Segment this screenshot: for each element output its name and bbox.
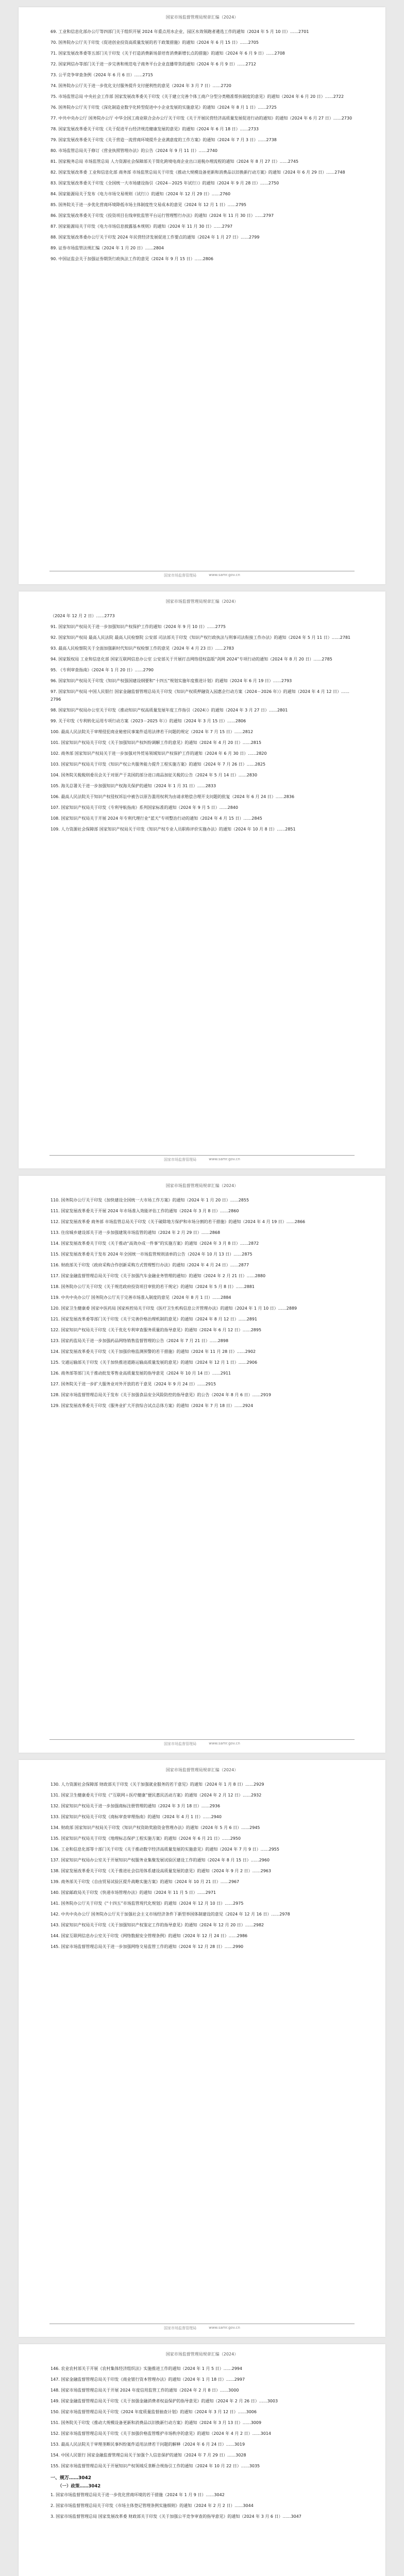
toc-entry[interactable]: 106. 最高人民法院关于知识产权侵权诉讼中被告以原告滥用权利为由请求赔偿合理开支问题的批复（2024 年 6 月 24 日）……2836 <box>50 794 295 799</box>
toc-entry[interactable]: 100. 最高人民法院关于审理侵犯商业秘密民事案件适用法律若干问题的规定（2024 年 7 月 15 日）……2812 <box>50 730 254 734</box>
toc-entry[interactable]: 73. 公平竞争审查条例（2024 年 6 月 6 日）……2715 <box>50 73 153 77</box>
page-footer <box>49 1155 355 1162</box>
toc-entry[interactable]: 144. 国家互联网信息办公室关于印发《网络数据安全管理条例》的通知（2024 年 12 月 24 日）……2986 <box>50 1934 248 1938</box>
toc-entry[interactable]: 149. 国家金融监督管理总局关于印发《关于加强金融消费者权益保护的指导意见》的通知（2024 年 2 月 26 日）……3003 <box>50 2399 278 2403</box>
toc-entry[interactable]: 89. 证券市场监管法规汇编（2024 年 1 月 20 日）……2804 <box>50 246 164 250</box>
footer-link[interactable]: www.samr.gov.cn <box>209 2326 240 2330</box>
toc-entry[interactable]: 107. 国家知识产权局关于印发《专利导航指南》系列国家标准的通知（2024 年 9 月 5 日）……2840 <box>50 805 238 810</box>
toc-entry[interactable]: 124. 国家发展改革委关于印发《关于加强价格监测预警的若干措施》的通知（2024 年 11 月 28 日）……2902 <box>50 1349 256 1354</box>
toc-entry[interactable]: 154. 中国人民银行 国家金融监督管理总局关于加强个人信息保护的通知（2024 年 7 月 29 日）……3028 <box>50 2453 246 2458</box>
toc-entry[interactable]: 131. 国家卫生健康委关于印发《“互联网＋医疗健康”便民惠民活动方案》的通知（2024 年 2 月 12 日）……2932 <box>50 1793 262 1798</box>
toc-entry[interactable]: 113. 住房城乡建设部关于进一步加强建筑市场监管的通知（2024 年 2 月 29 日）……2868 <box>50 1230 221 1235</box>
toc-entry[interactable]: 74. 国务院办公厅关于进一步优化支付服务提升支付便利性的意见（2024 年 3 月 7 日）……2720 <box>50 83 231 88</box>
toc-entry[interactable]: 98. 国家知识产权局办公室关于印发《推动知识产权高质量发展年度工作指引（2024）》的通知（2024 年 3 月 27 日）……2801 <box>50 708 288 713</box>
toc-entry[interactable]: 126. 商务部等部门关于推动批发零售业高质量发展的指导意见（2024 年 10 月 14 日）……2911 <box>50 1371 231 1376</box>
footer-link[interactable]: www.samr.gov.cn <box>209 1157 240 1161</box>
toc-entry[interactable]: 99. 关于印发《专利转化运用专项行动方案（2023－2025 年）》的通知（2024 年 3 月 15 日）……2806 <box>50 719 246 723</box>
toc-entry[interactable]: 147. 国家金融监督管理总局关于印发《商业银行资本管理办法》的通知（2024 年 1 月 18 日）……2997 <box>50 2377 245 2382</box>
toc-entry[interactable]: 95. 《专利审查指南》（2024 年 1 月 20 日）……2790 <box>50 668 154 672</box>
toc-entry[interactable]: 91. 国家知识产权局关于进一步加强知识产权保护工作的通知（2024 年 9 月 10 日）……2775 <box>50 624 226 629</box>
toc-entry[interactable]: 152. 国家市场监督管理总局关于印发《关于加强价格监管维护市场秩序的意见》的通知（2024 年 4 月 2 日）……3014 <box>50 2431 271 2436</box>
toc-entry[interactable]: 2. 国家市场监督管理总局关于印发《市场主体登记管理条例实施细则》的通知（2024 年 2 月 2 日）……3044 <box>50 2503 254 2508</box>
toc-entry[interactable]: 137. 国家知识产权局办公室关于开展知识产权服务业集聚发展试验区建设工作的通知（2024 年 8 月 15 日）……2960 <box>50 1858 270 1862</box>
toc-entry[interactable]: 77. 中共中央办公厅 国务院办公厅 中华全国工商业联合会办公厅关于印发《关于开展民营经济高质量发展促进行动的通知》的通知（2024 年 6 月 27 日）……2730 <box>50 116 352 121</box>
toc-entry[interactable]: 119. 中共中央办公厅 国务院办公厅关于完善市场准入制度的意见（2024 年 8 月 1 日）……2884 <box>50 1295 231 1300</box>
footer-site: 国家市场监督管理局 <box>164 1742 197 1746</box>
toc-entry[interactable]: 130. 人力资源社会保障部 财政部关于印发《关于加强就业服务的若干意见》的通知（2024 年 1 月 8 日）……2929 <box>50 1782 264 1787</box>
toc-entry[interactable]: 88. 国家发展改革委办公厅关于印发 2024 年民营经济发展促进工作要点的通知（2024 年 1 月 27 日）……2799 <box>50 235 260 240</box>
footer-link[interactable]: www.samr.gov.cn <box>209 1741 240 1745</box>
document-page-4 <box>19 1760 385 2337</box>
toc-entry[interactable]: 153. 最高人民法院关于审理垄断民事纠纷案件适用法律若干问题的解释（2024 年 6 月 24 日）……3019 <box>50 2442 245 2447</box>
document-page-1 <box>19 7 385 584</box>
toc-entry[interactable]: 78. 国家发展改革委关于印发《关于促进平台经济规范健康发展的意见》的通知（2024 年 6 月 18 日）……2733 <box>50 127 259 131</box>
toc-entry[interactable]: 101. 国家知识产权局关于印发《关于加强知识产权纠纷调解工作的意见》的通知（2024 年 4 月 20 日）……2815 <box>50 740 262 745</box>
toc-entry[interactable]: 79. 国家发展改革委关于印发《关于营造一流营商环境提升企业满意度的工作方案》的通知（2024 年 7 月 3 日）……2738 <box>50 138 277 142</box>
toc-entry[interactable]: 96. 国家知识产权局关于印发《知识产权强国建设纲要和“十四五”规划实施年度推进计划》的通知（2024 年 6 月 19 日）……2793 <box>50 679 292 683</box>
toc-entry[interactable]: 133. 国家知识产权局关于印发《商标审查审理指南》的通知（2024 年 4 月 1 日）……2940 <box>50 1815 222 1819</box>
toc-entry[interactable]: 128. 国家市场监督管理总局关于发布《关于加强食品安全风险防控的指导意见》的公告（2024 年 8 月 6 日）……2919 <box>50 1393 271 1397</box>
document-page-2 <box>19 591 385 1168</box>
toc-entry[interactable]: 90. 中国证监会关于加强证券期货行政执法工作的意见（2024 年 9 月 15 日）……2806 <box>50 257 213 261</box>
toc-entry[interactable]: 83. 国家发展改革委关于印发《全国统一大市场建设指引（2024－2025 年试行）》的通知（2024 年 9 月 28 日）……2750 <box>50 181 279 185</box>
toc-entry[interactable]: 103. 国家知识产权局关于印发《知识产权公共服务能力提升工程实施方案》的通知（2024 年 7 月 26 日）……2825 <box>50 762 266 767</box>
toc-entry[interactable]: 108. 国家知识产权局关于开展 2024 年专利代理行业“蓝天”专项整治行动的通知（2024 年 4 月 15 日）……2845 <box>50 816 262 821</box>
page-header: 国家市场监督管理局规章汇编（2024） <box>165 599 239 604</box>
toc-entry[interactable]: 117. 国家金融监督管理总局关于印发《关于加强汽车金融业务管理的通知》的通知（2024 年 2 月 21 日）……2880 <box>50 1274 266 1278</box>
toc-entry[interactable]: 151. 国务院关于印发《推动大规模设备更新和消费品以旧换新行动方案》的通知（2024 年 3 月 13 日）……3009 <box>50 2420 262 2425</box>
toc-entry[interactable]: 112. 国家发展改革委 商务部 市场监管总局关于印发《关于破除地方保护和市场分割的若干措施》的通知（2024 年 4 月 19 日）……2866 <box>50 1219 306 1224</box>
page-footer <box>49 571 355 578</box>
toc-entry[interactable]: 122. 国家知识产权局关于印发《关于优化专利审查服务质量的指导意见》的通知（2024 年 6 月 12 日）……2895 <box>50 1328 262 1332</box>
toc-entry[interactable]: 93. 最高人民检察院关于全面加强新时代知识产权检察工作的意见（2024 年 4 月 23 日）……2783 <box>50 646 234 651</box>
toc-entry[interactable]: 70. 国务院办公厅关于印发《促进创业投资高质量发展的若干政策措施》的通知（2024 年 6 月 15 日）……2705 <box>50 40 259 45</box>
toc-entry[interactable]: 141. 国务院办公厅关于印发《“十四五”市场监管现代化规划》的通知（2024 年 12 月 10 日）……2975 <box>50 1901 244 1906</box>
toc-section-heading[interactable]: 一、规万……3042 <box>50 2476 92 2481</box>
toc-entry[interactable]: （2024 年 12 月 2 日）……2773 <box>50 614 115 618</box>
toc-entry[interactable]: 86. 国家发展改革委关于印发《投资项目在线审批监管平台运行管理暂行办法》的通知（2024 年 11 月 30 日）……2797 <box>50 213 274 218</box>
toc-list <box>50 28 354 564</box>
toc-entry[interactable]: 84. 国家能源局关于发布《电力市场交易规则（试行）》的通知（2024 年 12 月 29 日）……2760 <box>50 192 231 196</box>
page-header: 国家市场监督管理局规章汇编（2024） <box>165 1768 239 1772</box>
toc-entry[interactable]: 115. 国家发展改革委关于发布 2024 年全国统一市场监管规则清单的公告（2024 年 10 月 13 日）……2875 <box>50 1252 252 1257</box>
toc-entry[interactable]: 143. 国家知识产权局关于印发《关于加强知识产权鉴定工作的指导意见》的通知（2024 年 12 月 20 日）……2982 <box>50 1923 264 1927</box>
footer-link[interactable]: www.samr.gov.cn <box>209 573 240 577</box>
toc-entry[interactable]: 85. 国务院关于进一步优化营商环境降低市场主体制度性交易成本的意见（2024 年 12 月 1 日）……2795 <box>50 202 246 207</box>
page-footer <box>49 2324 355 2331</box>
page-footer <box>49 1739 355 1747</box>
toc-entry[interactable]: 138. 国家发展改革委关于印发《关于推进社会信用体系建设高质量发展的意见》的通知（2024 年 9 月 2 日）……2963 <box>50 1869 271 1873</box>
toc-entry[interactable]: 132. 国家知识产权局关于进一步加强商标注册管理的通知（2024 年 3 月 18 日）……2936 <box>50 1804 221 1808</box>
toc-entry[interactable]: 150. 国家市场监督管理总局关于印发《2024 年度质量监督抽查计划》的通知（2024 年 3 月 12 日）……3006 <box>50 2410 257 2414</box>
toc-entry[interactable]: 135. 国家知识产权局关于印发《地理标志保护工程实施方案》的通知（2024 年 6 月 21 日）……2950 <box>50 1836 241 1841</box>
toc-entry[interactable]: 81. 国家税务总局 市场监管总局 人力资源社会保障部关于简化跨境电商企业出口退税办理流程的通知（2024 年 8 月 27 日）……2745 <box>50 159 299 164</box>
toc-entry[interactable]: 87. 国家能源局关于印发《电力市场信息披露基本规则》的通知（2024 年 11 月 30 日）……2797 <box>50 224 233 229</box>
toc-entry[interactable]: 109. 人力资源社会保障部 国家知识产权局关于印发《知识产权专业人员职称评价实施办法》的通知（2024 年 10 月 8 日）……2851 <box>50 827 296 832</box>
document-page-3 <box>19 1176 385 1753</box>
toc-subsection-heading[interactable]: （一）政策……3042 <box>58 2484 101 2489</box>
toc-entry[interactable]: 1. 国家市场监督管理总局关于进一步优化营商环境的若干措施（2024 年 1 月 9 日）……3042 <box>50 2493 225 2497</box>
toc-entry[interactable]: 140. 国家邮政局关于印发《快递市场管理办法》的通知（2024 年 11 月 5 日）……2971 <box>50 1890 216 1895</box>
toc-entry[interactable]: 155. 国家市场监督管理总局关于开展知识产权领域反垄断合规指引工作的通知（2024 年 10 月 22 日）……3035 <box>50 2464 260 2468</box>
toc-entry[interactable]: 134. 财政部 国家知识产权局关于印发《知识产权资助奖励资金管理办法》的通知（2024 年 5 月 6 日）……2945 <box>50 1825 260 1830</box>
toc-entry[interactable]: 82. 国家发展改革委 工业和信息化部 商务部 市场监管总局关于印发《推动大规模设备更新和消费品以旧换新行动方案》的通知（2024 年 6 月 29 日）……2748 <box>50 170 345 175</box>
toc-entry[interactable]: 97. 国家知识产权局 中国人民银行 国家金融监督管理总局关于印发《知识产权质押融资入园惠企行动方案（2024－2026 年）》的通知（2024 年 4 月 12 日）……2796 <box>50 689 349 702</box>
footer-site: 国家市场监督管理局 <box>164 1158 197 1162</box>
toc-entry[interactable]: 102. 商务部 国家知识产权局关于进一步加强对外贸易领域知识产权保护工作的通知（2024 年 6 月 30 日）……2820 <box>50 751 267 756</box>
toc-entry[interactable]: 125. 交通运输部关于印发《关于加快推进道路运输高质量发展的意见》的通知（2024 年 12 月 1 日）……2906 <box>50 1360 258 1365</box>
toc-entry[interactable]: 145. 国家市场监督管理总局关于进一步加强网络交易监管工作的通知（2024 年 12 月 28 日）……2990 <box>50 1944 244 1949</box>
page-header: 国家市场监督管理局规章汇编（2024） <box>165 15 239 20</box>
toc-entry[interactable]: 111. 国家发展改革委关于开展 2024 年市场准入效能评估工作的通知（2024 年 3 月 8 日）……2860 <box>50 1209 239 1213</box>
toc-entry[interactable]: 76. 国务院办公厅关于印发《深化制造业数字化转型促进中小企业发展的实施意见》的通知（2024 年 8 月 1 日）……2725 <box>50 105 277 110</box>
toc-entry[interactable]: 127. 国务院关于进一步扩大服务业对外开放的若干意见（2024 年 9 月 24 日）……2915 <box>50 1382 216 1386</box>
toc-entry[interactable]: 75. 市场监管总局 中央社会工作部 国家发展改革委关于印发《关于建立完善个体工商户分型分类精准帮扶制度的意见》的通知（2024 年 6 月 20 日）……2722 <box>50 94 344 99</box>
toc-entry[interactable]: 139. 商务部关于印发《自由贸易试验区提升战略实施方案》的通知（2024 年 10 月 21 日）……2967 <box>50 1879 240 1884</box>
page-header: 国家市场监督管理局规章汇编（2024） <box>165 1183 239 1188</box>
toc-entry[interactable]: 3. 国家市场监督管理总局 国家发展改革委 财政部关于印发《关于加强公平竞争审查的指导意见》的通知（2024 年 3 月 6 日）……3047 <box>50 2514 301 2519</box>
toc-entry[interactable]: 114. 国家发展改革委关于印发《关于推动“高效办成一件事”的实施方案》的通知（2024 年 3 月 8 日）……2872 <box>50 1241 259 1246</box>
toc-entry[interactable]: 80. 市场监管总局关于修订《营业执照管理办法》的公告（2024 年 9 月 11 日）……2740 <box>50 148 217 153</box>
toc-entry[interactable]: 121. 国家发展改革委等部门关于印发《关于完善价格治理机制的意见》的通知（2024 年 8 月 12 日）……2891 <box>50 1317 258 1321</box>
document-page-5 <box>19 2344 385 2576</box>
toc-entry[interactable]: 116. 财政部关于印发《政府采购合作创新采购方式管理暂行办法》的通知（2024 年 4 月 24 日）……2877 <box>50 1263 249 1267</box>
toc-list <box>50 1781 354 2316</box>
footer-site: 国家市场监督管理局 <box>164 573 197 578</box>
footer-site: 国家市场监督管理局 <box>164 2326 197 2330</box>
toc-entry[interactable]: 129. 国家发展改革委关于印发《服务业扩大开放综合试点总体方案》的通知（2024 年 7 月 18 日）……2924 <box>50 1403 254 1408</box>
toc-list <box>50 2365 354 2576</box>
toc-entry[interactable]: 148. 国家市场监督管理总局关于开展 2024 年度信用监管工作的通知（2024 年 2 月 8 日）……3000 <box>50 2388 239 2393</box>
toc-list <box>50 1196 354 1732</box>
toc-entry[interactable]: 120. 国家卫生健康委 国家中医药局 国家疾控局关于印发《医疗卫生机构信息公开管理办法》的通知（2024 年 1 月 10 日）……2889 <box>50 1306 297 1311</box>
toc-entry[interactable]: 94. 国家版权局 工业和信息化部 国家互联网信息办公室 公安部关于开展打击网络侵权盗版“剑网 2024”专项行动的通知（2024 年 8 月 20 日）……2785 <box>50 657 332 662</box>
toc-entry[interactable]: 146. 农业农村部关于开展《农村集体经济组织法》实施推进工作的通知（2024 年 1 月 5 日）……2994 <box>50 2366 242 2371</box>
toc-entry[interactable]: 92. 国家知识产权局 最高人民法院 最高人民检察院 公安部 司法部关于印发《知识产权行政执法与刑事司法衔接工作办法》的通知（2024 年 5 月 11 日）……2781 <box>50 635 351 640</box>
page-header: 国家市场监督管理局规章汇编（2024） <box>165 2352 239 2357</box>
toc-entry[interactable]: 123. 国家药监局关于进一步加强药品网络销售监督管理的公告（2024 年 7 月 21 日）……2898 <box>50 1338 229 1343</box>
toc-entry[interactable]: 71. 国家发展改革委等五部门关于印发《关于打造消费新场景培育消费新增长点的措施》的通知（2024 年 6 月 9 日）……2708 <box>50 51 285 56</box>
toc-entry[interactable]: 110. 国务院办公厅关于印发《加快建设全国统一大市场工作方案》的通知（2024 年 1 月 20 日）……2855 <box>50 1198 249 1202</box>
toc-entry[interactable]: 69. 工业和信息化部办公厅等四部门关于组织开展 2024 年重点用水企业、园区水效领跑者遴选工作的通知（2024 年 5 月 10 日）……2701 <box>50 29 309 34</box>
toc-entry[interactable]: 72. 国家网信办等部门关于进一步完善和规范电子商务平台企业直播带货的通知（2024 年 6 月 9 日）……2712 <box>50 62 256 66</box>
toc-entry[interactable]: 105. 海关总署关于进一步加强知识产权海关保护的通知（2024 年 1 月 31 日）……2833 <box>50 784 216 788</box>
toc-entry[interactable]: 136. 工业和信息化部等十部门关于印发《关于推动数字经济高质量发展的实施意见》的通知（2024 年 7 月 9 日）……2955 <box>50 1847 279 1852</box>
toc-entry[interactable]: 104. 国务院关税税则委员会关于对原产于美国的部分进口商品加征关税的公告（2024 年 5 月 14 日）……2830 <box>50 773 258 777</box>
toc-entry[interactable]: 118. 国务院办公厅关于印发《关于规范政府投资项目审批的若干规定》的通知（2024 年 5 月 8 日）……2881 <box>50 1284 255 1289</box>
toc-entry[interactable]: 142. 中共中央办公厅 国务院办公厅关于加强社会主义市场经济条件下新型举国体制建设的意见（2024 年 12 月 16 日）……2978 <box>50 1912 290 1917</box>
toc-list <box>50 612 354 1148</box>
